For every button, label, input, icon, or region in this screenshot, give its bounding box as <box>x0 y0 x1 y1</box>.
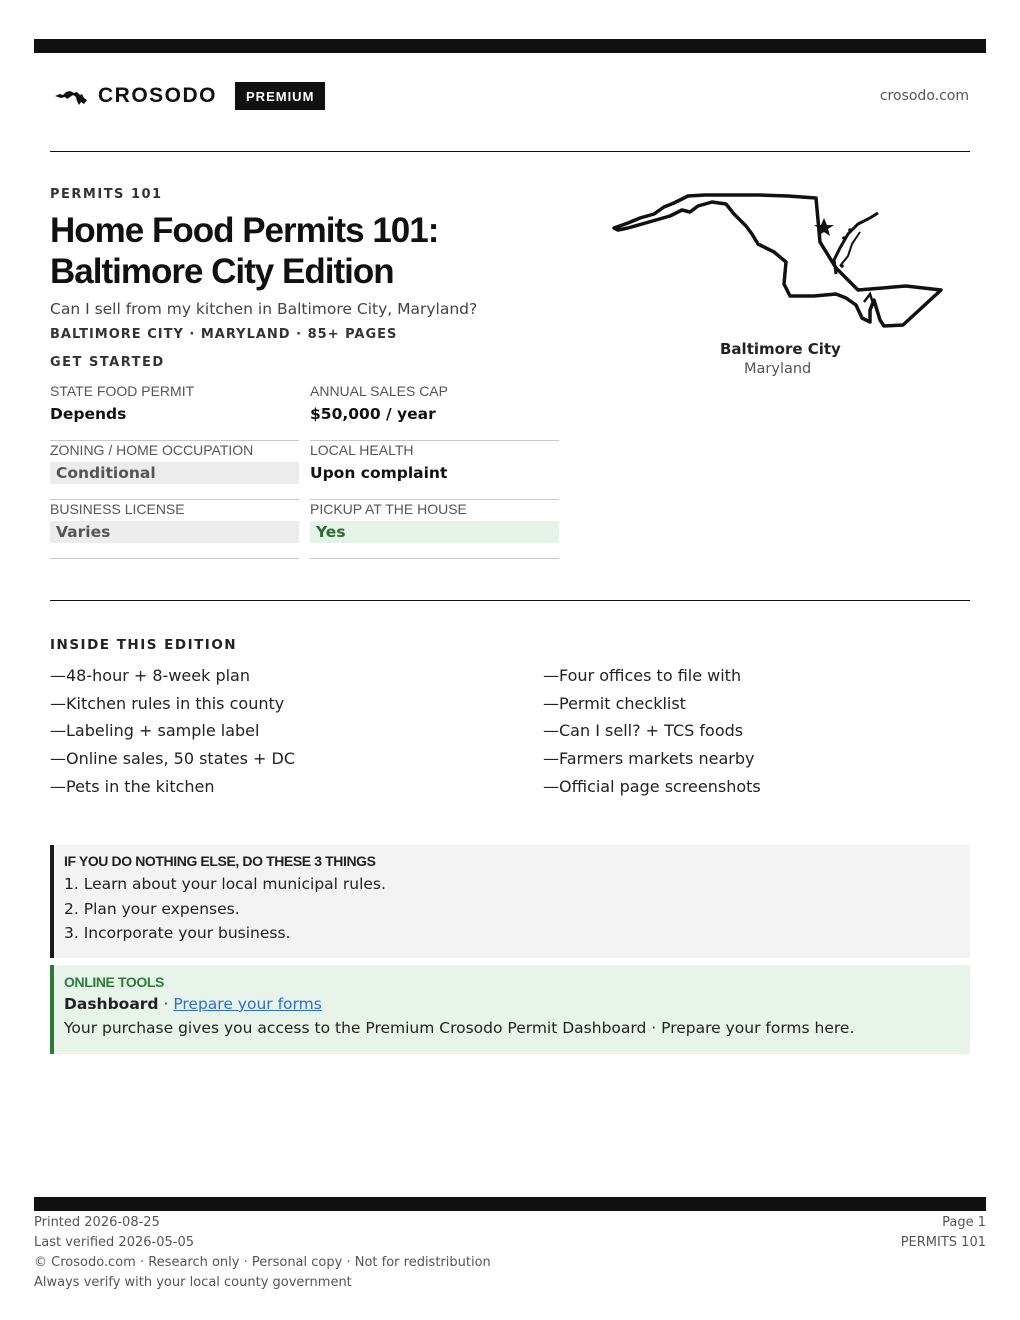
fact-annual-sales-cap <box>310 382 559 441</box>
toc-item: —Labeling + sample label <box>50 721 260 741</box>
step-item: 2. Plan your expenses. <box>64 899 240 918</box>
toc-item: —Permit checklist <box>543 693 686 713</box>
printed-date: Printed 2026-08-25 <box>34 1215 160 1230</box>
toc-item: —Pets in the kitchen <box>50 776 215 796</box>
header-divider <box>50 151 970 152</box>
edition-meta: BALTIMORE CITY · MARYLAND · 85+ PAGES <box>50 327 398 342</box>
top-bar <box>34 39 986 53</box>
brand-name: CROSODO <box>98 84 218 107</box>
get-started-heading: GET STARTED <box>50 355 165 370</box>
toc-item: —Online sales, 50 states + DC <box>50 749 296 769</box>
map-title: Baltimore City <box>720 340 841 358</box>
page-title <box>50 210 570 292</box>
toc-item: —Can I sell? + TCS foods <box>543 721 744 741</box>
premium-badge: PREMIUM <box>235 82 325 110</box>
eyebrow: PERMITS 101 <box>50 187 163 202</box>
tools-line <box>64 995 970 1013</box>
fact-pickup <box>310 500 559 559</box>
fact-state-food-permit <box>50 382 299 441</box>
footer-right <box>901 1213 986 1253</box>
fact-value: Yes <box>310 521 559 543</box>
fact-local-health <box>310 441 559 500</box>
must-do-callout <box>50 845 970 958</box>
map-subtitle: Maryland <box>744 361 812 377</box>
inside-heading: INSIDE THIS EDITION <box>50 637 238 653</box>
facts-grid <box>50 382 559 559</box>
toc-right-column <box>543 662 761 801</box>
fact-label: STATE FOOD PERMIT <box>50 383 195 399</box>
footer-bar <box>34 1197 986 1211</box>
fact-value: Varies <box>50 521 299 543</box>
footer-left <box>34 1213 491 1293</box>
fact-value: Upon complaint <box>310 464 448 482</box>
tools-description: Your purchase gives you access to the Premium Crosodo Permit Dashboard · Prepare your forms here. <box>64 1019 855 1037</box>
step-item: 1. Learn about your local municipal rules. <box>64 875 386 893</box>
dashboard-label: Dashboard <box>64 995 159 1013</box>
toc-item: —Official page screenshots <box>543 776 761 796</box>
toc-item: —Four offices to file with <box>543 666 742 685</box>
toc-left-column <box>50 662 295 801</box>
page-number: Page 1 <box>942 1215 986 1230</box>
site-url[interactable]: crosodo.com <box>879 88 969 104</box>
fact-value: Conditional <box>50 462 299 484</box>
brand[interactable] <box>54 82 325 110</box>
fact-label: BUSINESS LICENSE <box>50 501 185 517</box>
copyright: © Crosodo.com · Research only · Personal copy · Not for redistribution <box>34 1255 491 1270</box>
disclaimer: Always verify with your local county government <box>34 1275 352 1290</box>
fact-label: ZONING / HOME OCCUPATION <box>50 442 254 458</box>
online-tools-title: ONLINE TOOLS <box>64 974 164 990</box>
title-line-1: Home Food Permits 101: <box>50 211 439 250</box>
fact-value: Depends <box>50 405 127 423</box>
step-item: 3. Incorporate your business. <box>64 924 291 942</box>
fact-zoning <box>50 441 299 500</box>
fact-label: PICKUP AT THE HOUSE <box>310 501 467 517</box>
must-do-steps <box>64 872 970 946</box>
maryland-silhouette-icon <box>54 86 88 106</box>
subtitle: Can I sell from my kitchen in Baltimore City, Maryland? <box>50 300 478 318</box>
separator: · <box>158 995 174 1013</box>
fact-business-license <box>50 500 299 559</box>
verified-date: Last verified 2026-05-05 <box>34 1235 194 1250</box>
toc-item: —48-hour + 8-week plan <box>50 666 250 685</box>
toc-item: —Farmers markets nearby <box>543 749 755 769</box>
fact-value: $50,000 / year <box>310 405 436 423</box>
footer-section: PERMITS 101 <box>900 1235 986 1250</box>
must-do-title: IF YOU DO NOTHING ELSE, DO THESE 3 THINGS <box>64 853 376 869</box>
fact-label: LOCAL HEALTH <box>310 442 414 458</box>
toc-item: —Kitchen rules in this county <box>50 693 285 713</box>
title-line-2: Baltimore City Edition <box>50 252 394 291</box>
prepare-forms-link[interactable]: Prepare your forms <box>173 995 322 1013</box>
maryland-outline-map-icon <box>608 190 948 335</box>
section-divider <box>50 600 970 601</box>
fact-label: ANNUAL SALES CAP <box>310 383 448 399</box>
online-tools-callout <box>50 965 970 1054</box>
